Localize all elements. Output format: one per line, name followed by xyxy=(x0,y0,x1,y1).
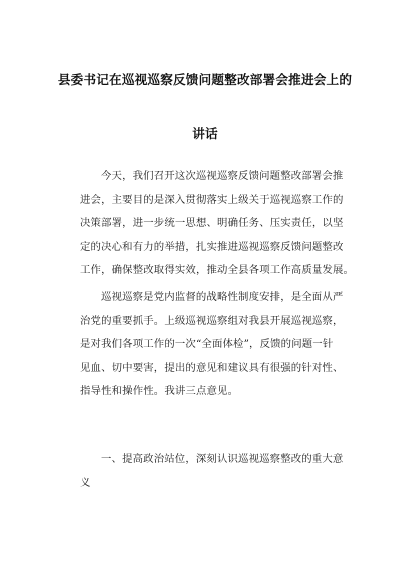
paragraph-line: 工作，确保整改取得实效，推动全县各项工作高质量发展。 xyxy=(80,264,355,277)
section-heading-one xyxy=(80,448,370,495)
paragraph-line: 定的决心和有力的举措，扎实推进巡视巡察反馈问题整改 xyxy=(80,240,344,253)
section-heading-line: 义 xyxy=(80,476,91,489)
paragraph-line: 指导性和操作性。我讲三点意见。 xyxy=(80,385,239,398)
paragraph-line: 见血、切中要害，提出的意见和建议具有很强的针对性、 xyxy=(80,361,344,374)
paragraph-line: 是对我们各项工作的一次“全面体检”，反馈的问题一针 xyxy=(80,338,334,351)
paragraph-line: 决策部署，进一步统一思想、明确任务、压实责任，以坚 xyxy=(80,217,344,230)
paragraph-line: 治党的重要抓手。上级巡视巡察组对我县开展巡视巡察， xyxy=(80,314,344,327)
paragraph-line: 进会，主要目的是深入贯彻落实上级关于巡视巡察工作的 xyxy=(80,193,344,206)
paragraph-line: 今天，我们召开这次巡视巡察反馈问题整改部署会推 xyxy=(101,170,344,182)
paragraph-opening xyxy=(80,165,370,283)
document-title-line-2: 讲话 xyxy=(192,126,218,141)
paragraph-significance xyxy=(80,286,370,404)
document-title-line-1: 县委书记在巡视巡察反馈问题整改部署会推进会上的 xyxy=(57,72,353,87)
paragraph-line: 巡视巡察是党内监督的战略性制度安排，是全面从严 xyxy=(101,291,344,303)
section-heading-line: 一、提高政治站位，深刻认识巡视巡察整改的重大意 xyxy=(101,453,344,465)
